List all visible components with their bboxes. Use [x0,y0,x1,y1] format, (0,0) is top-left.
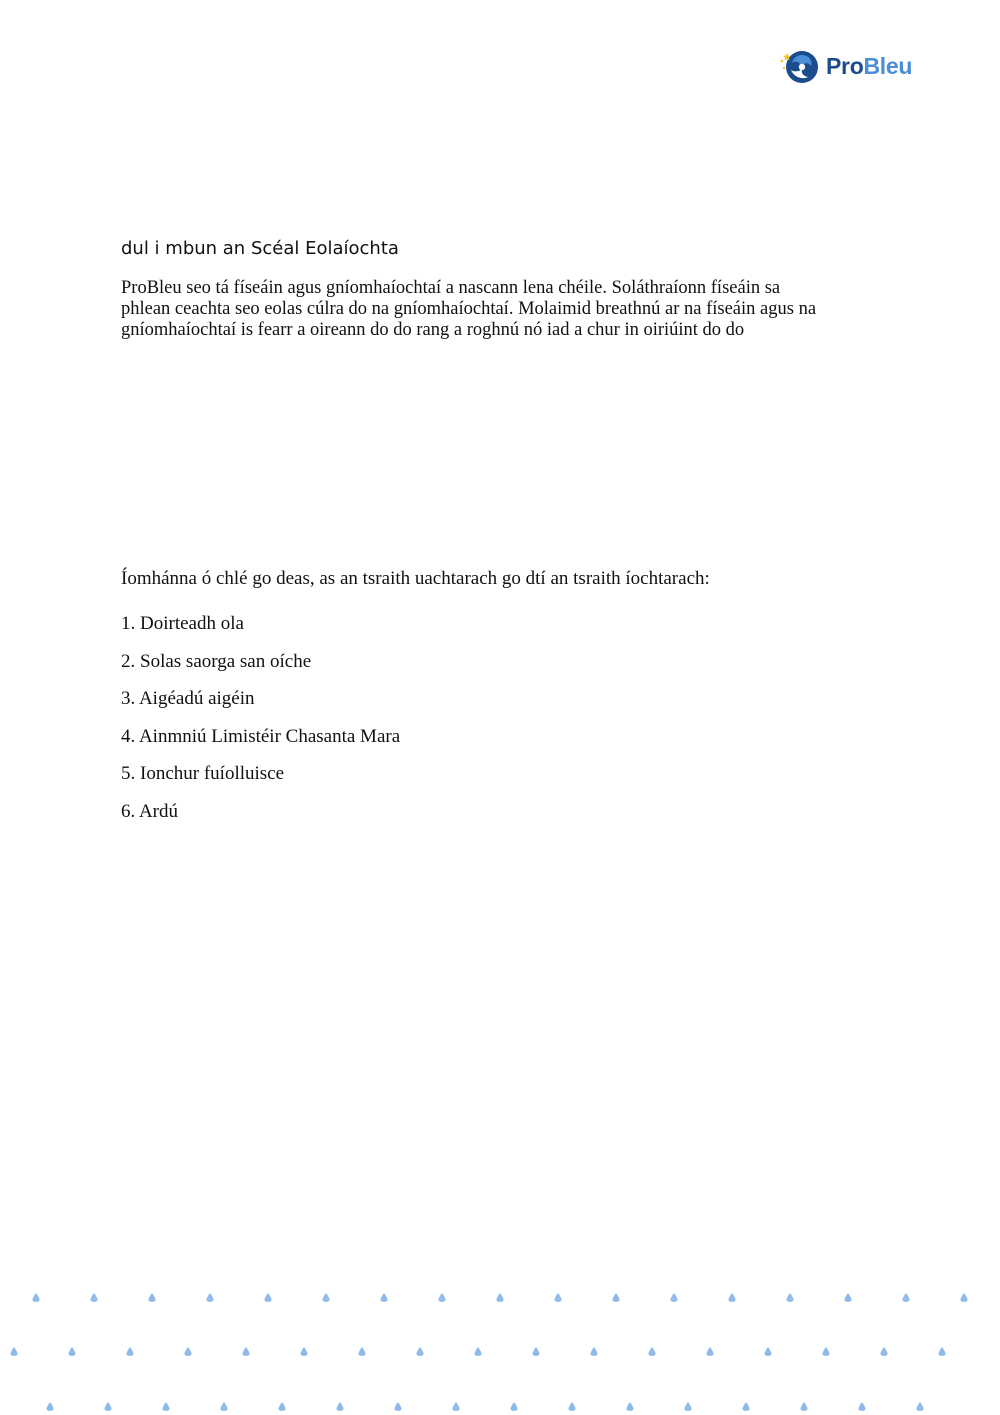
water-drop-icon [279,1402,286,1411]
water-drop-icon [439,1293,446,1302]
water-drop-icon [801,1402,808,1411]
water-drop-icon [569,1402,576,1411]
water-drop-icon [729,1293,736,1302]
water-drop-icon [939,1347,946,1356]
water-drop-icon [207,1293,214,1302]
water-drop-icon [787,1293,794,1302]
water-drop-icon [743,1402,750,1411]
water-drop-icon [149,1293,156,1302]
water-drop-icon [627,1402,634,1411]
probleu-logo [778,44,928,88]
water-drop-icon [47,1402,54,1411]
intro-line: ProBleu seo tá físeáin agus gníomhaíochtaí a nascann lena chéile. Soláthraíonn físeáin sa [121,278,781,298]
water-drop-icon [359,1347,366,1356]
water-drop-icon [453,1402,460,1411]
probleu-wordmark: ProBleu [826,52,913,79]
water-drop-icon [243,1347,250,1356]
water-drop-icon [511,1402,518,1411]
list-item: 3. Aigéadú aigéin [121,688,255,710]
water-drop-icon [613,1293,620,1302]
water-drop-icon [11,1347,18,1356]
water-drop-icon [707,1347,714,1356]
section-heading: dul i mbun an Scéal Eolaíochta [121,238,399,259]
water-drop-icon [881,1347,888,1356]
intro-line: phlean ceachta seo eolas cúlra do na gníomhaíochtaí. Molaimid breathnú ar na físeáin agus na [121,299,817,319]
water-drop-pattern [0,1280,1000,1415]
list-item: 6. Ardú [121,800,178,822]
water-drop-icon [323,1293,330,1302]
water-drop-icon [649,1347,656,1356]
water-drop-icon [185,1347,192,1356]
water-drop-icon [69,1347,76,1356]
water-drop-icon [221,1402,228,1411]
list-item: 5. Ionchur fuíolluisce [121,763,285,785]
image-list [121,612,400,838]
water-drop-icon [859,1402,866,1411]
water-drop-icon [417,1347,424,1356]
water-drop-icon [823,1347,830,1356]
water-drop-icon [381,1293,388,1302]
water-drop-icon [163,1402,170,1411]
water-drop-icon [301,1347,308,1356]
water-drop-icon [533,1347,540,1356]
water-drop-icon [337,1402,344,1411]
water-drop-icon [591,1347,598,1356]
water-drop-icon [903,1293,910,1302]
water-drop-icon [395,1402,402,1411]
water-drop-icon [555,1293,562,1302]
water-drop-icon [497,1293,504,1302]
water-drop-icon [685,1402,692,1411]
probleu-logo-icon [778,44,822,88]
water-drop-icon [671,1293,678,1302]
list-item: 1. Doirteadh ola [121,613,244,634]
water-drop-icon [961,1293,968,1302]
water-drop-icon [91,1293,98,1302]
intro-line: gníomhaíochtaí is fearr a oireann do do rang a roghnú nó iad a chur in oiriúint do do [121,320,745,340]
water-drop-icon [845,1293,852,1302]
image-caption: Íomhánna ó chlé go deas, as an tsraith uachtarach go dtí an tsraith íochtarach: [121,568,710,589]
intro-paragraph [121,278,901,341]
water-drop-icon [105,1402,112,1411]
water-drop-icon [475,1347,482,1356]
water-drop-icon [33,1293,40,1302]
water-drop-icon [917,1402,924,1411]
list-item: 4. Ainmniú Limistéir Chasanta Mara [121,725,401,747]
list-item: 2. Solas saorga san oíche [121,650,312,672]
water-drop-icon [127,1347,134,1356]
water-drop-icon [765,1347,772,1356]
water-drop-icon [265,1293,272,1302]
